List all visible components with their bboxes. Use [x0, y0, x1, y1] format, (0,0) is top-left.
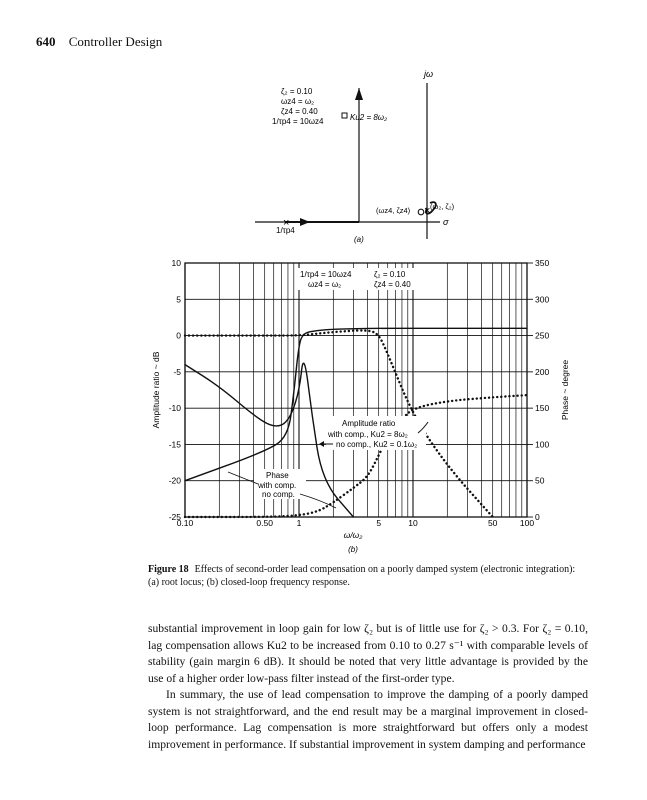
zero-label: (ωz4, ζz4)	[376, 206, 411, 215]
caption-label: Figure 18	[148, 564, 189, 575]
paragraph-2: In summary, the use of lead compensation to improve the damping of a poorly damped system is not straightforward, and the end result may be a marginal improvement in closed-loop performance. Lag compensation is more straightforward but offers only a modest improvement in performance. If substantial improvement in system damping and performance	[148, 688, 588, 751]
plot-grid	[185, 263, 527, 517]
arrow-left-icon	[319, 441, 324, 447]
figure-caption	[148, 563, 588, 589]
imag-axis-label: jω	[424, 69, 434, 79]
phase-no-leader	[300, 494, 336, 508]
series-line-1	[185, 328, 527, 480]
left-axis-label: Amplitude ratio ~ dB	[151, 351, 161, 429]
fp-param-3: ζ₂ = 0.10	[374, 270, 406, 279]
amp-title: Amplitude ratio	[342, 419, 396, 428]
amp-with-label: with comp., Ku2 = 8ω₂	[328, 430, 408, 439]
y-tick-label: 0	[176, 330, 181, 341]
y-tick-label: -10	[168, 403, 181, 414]
right-axis-label: Phase ~ degree	[560, 359, 570, 421]
complex-zero-marker-icon	[418, 209, 424, 215]
sublabel-a: (a)	[354, 235, 364, 244]
fp-param-2: ωz4 = ω₂	[308, 280, 342, 289]
paragraph-1: substantial improvement in loop gain for low ζ₂ but is of little use for ζ₂ > 0.3. For ζ₂ = 0.10, lag compensation allows Ku2 to be increased from 0.10 to 0.27 s⁻¹ with comparable levels of stability (gain margin 6 dB). It should be noted that very little advantage is provided by the use of a higher order low-pass filter instead of the first-order type.	[148, 622, 588, 685]
plot-frame	[185, 263, 527, 517]
root-locus-panel	[255, 69, 455, 244]
x-tick-label: 100	[519, 518, 535, 528]
amp-no-label: no comp., Ku2 = 0.1ω₂	[336, 440, 418, 449]
y-tick-label: 10	[171, 258, 181, 268]
x-tick-label: 10	[408, 518, 418, 528]
y2-tick-label: 150	[535, 403, 550, 414]
y-tick-label: -25	[168, 512, 181, 522]
y2-tick-label: 0	[535, 512, 540, 522]
y2-tick-label: 350	[535, 258, 550, 268]
x-axis-label: ω/ω₂	[343, 530, 363, 540]
arrow-up-icon	[355, 88, 363, 100]
running-title: Controller Design	[68, 34, 163, 49]
rl-param-1: ζ₂ = 0.10	[281, 87, 313, 96]
caption-text: Effects of second-order lead compensation on a poorly damped system (electronic integration): (a) root locus; (b) closed-loop frequency response.	[148, 564, 576, 588]
x-tick-label: 5	[376, 518, 382, 528]
phase-no-label: no comp.	[262, 490, 295, 499]
x-tick-label: 1	[296, 518, 302, 528]
y-tick-label: -5	[173, 366, 181, 377]
rl-param-4: 1/τp4 = 10ωz4	[272, 117, 324, 126]
pole-label: (ω₂, ζ₂)	[430, 202, 455, 211]
phase-title: Phase	[266, 471, 289, 480]
y2-tick-label: 300	[535, 294, 550, 305]
page-number: 640	[36, 34, 56, 49]
x-tick-label: 50	[487, 518, 498, 528]
fp-param-1: 1/τp4 = 10ωz4	[300, 270, 352, 279]
y-tick-label: -20	[168, 475, 181, 486]
y-tick-label: 5	[176, 294, 181, 305]
y2-tick-label: 200	[535, 366, 550, 377]
phase-with-label: with comp.	[258, 481, 297, 490]
x-tick-label: 0.10	[176, 518, 194, 528]
frequency-plot-panel	[151, 258, 570, 554]
complex-pole-marker-icon: ×	[424, 205, 431, 217]
real-pole-marker-icon: ×	[283, 217, 290, 229]
sublabel-b: (b)	[348, 545, 358, 554]
rl-param-2: ωz4 = ω₂	[281, 97, 315, 106]
y-tick-label: -15	[168, 439, 181, 450]
fp-param-4: ζz4 = 0.40	[374, 280, 411, 289]
rl-param-3: ζz4 = 0.40	[281, 107, 318, 116]
real-pole-label: 1/τp4	[276, 226, 295, 235]
y2-tick-label: 50	[535, 475, 545, 486]
arrow-right-icon	[300, 218, 310, 226]
gain-marker-icon	[342, 113, 347, 118]
gain-label: Ku2 = 8ω₂	[350, 113, 388, 122]
body-text	[148, 621, 588, 753]
y2-tick-label: 250	[535, 330, 550, 341]
real-axis-label: σ	[443, 217, 449, 227]
y2-tick-label: 100	[535, 439, 550, 450]
x-tick-label: 0.50	[256, 518, 273, 528]
